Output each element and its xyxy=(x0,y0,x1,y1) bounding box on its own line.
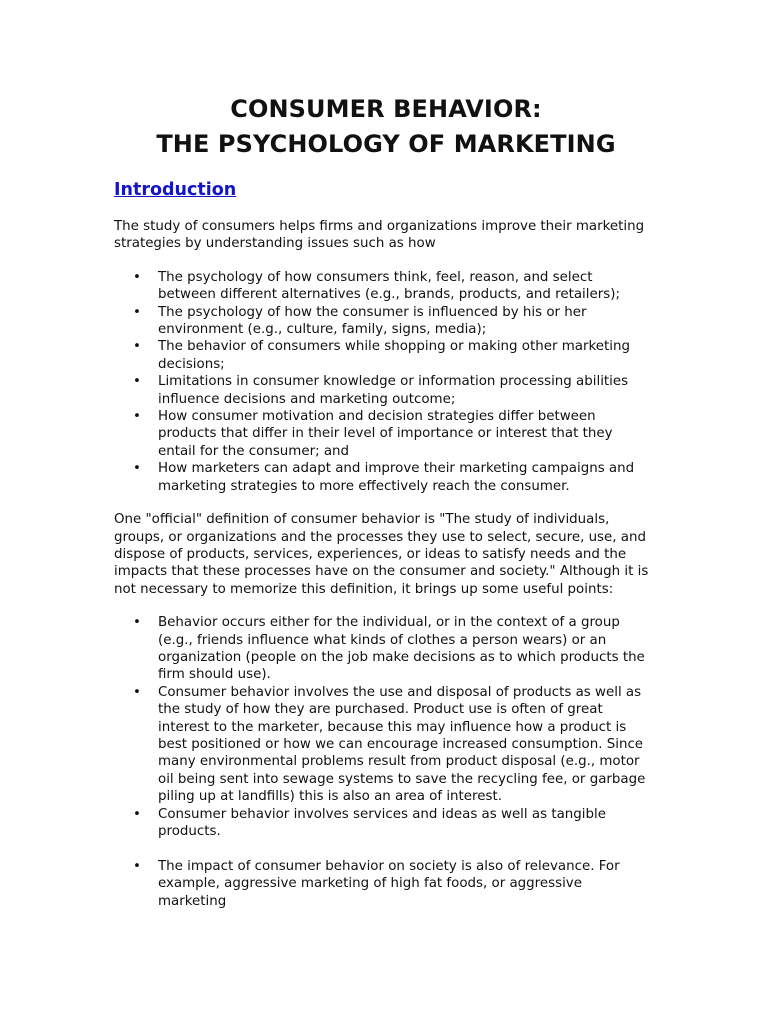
issues-list xyxy=(114,269,654,495)
list-item-text: The impact of consumer behavior on society is also of relevance. For example, aggressive marketing of high fat foods, or aggressive marketing xyxy=(158,858,620,909)
list-item xyxy=(114,684,654,806)
list-item-text: Consumer behavior involves services and ideas as well as tangible products. xyxy=(158,806,606,839)
bullet-icon: • xyxy=(133,269,141,285)
section-heading xyxy=(114,178,658,202)
list-item-text: How marketers can adapt and improve their marketing campaigns and marketing strategies to more effectively reach the consumer. xyxy=(158,461,635,494)
list-item xyxy=(114,373,654,408)
bullet-icon: • xyxy=(133,858,141,874)
list-item xyxy=(114,858,654,910)
list-item-text: Behavior occurs either for the individual, or in the context of a group (e.g., friends influence what kinds of clothes a person wears) or an organization (people on the job make decisions as to which products the firm should use). xyxy=(158,615,645,683)
list-item xyxy=(114,304,654,339)
list-item-text: The psychology of how consumers think, feel, reason, and select between different alternatives (e.g., brands, products, and retailers); xyxy=(158,269,620,303)
title-line-1: CONSUMER BEHAVIOR: xyxy=(230,95,542,123)
list-item xyxy=(114,806,654,841)
points-list xyxy=(114,614,654,910)
bullet-icon: • xyxy=(133,461,141,477)
bullet-icon: • xyxy=(133,374,141,390)
list-item-text: How consumer motivation and decision strategies differ between products that differ in their level of importance or interest that they entail for the consumer; and xyxy=(158,409,613,459)
bullet-icon: • xyxy=(133,339,141,355)
bullet-icon: • xyxy=(133,615,141,631)
bullet-icon: • xyxy=(133,684,141,700)
intro-paragraph: The study of consumers helps firms and organizations improve their marketing strategies by understanding issues such as how xyxy=(114,219,645,252)
list-item xyxy=(114,269,654,304)
list-item xyxy=(114,460,654,495)
definition-paragraph: One "official" definition of consumer behavior is "The study of individuals, groups, or organizations and the processes they use to select, secure, use, and dispose of products, services, experiences, or ideas to satisfy needs and the impacts that these processes have on the consumer and society." Although it is not necessary to memorize this definition, it brings up some useful points: xyxy=(114,512,649,597)
bullet-icon: • xyxy=(133,304,141,320)
title-line-2: THE PSYCHOLOGY OF MARKETING xyxy=(156,130,616,158)
list-item-text: Consumer behavior involves the use and disposal of products as well as the study of how they are purchased. Product use is often of great interest to the marketer, because this may influence how a product is best positioned or how we can encourage increased consumption. Since many environmental problems result from product disposal (e.g., motor oil being sent into sewage systems to save the recycling fee, or garbage piling up at landfills) this is also an area of interest. xyxy=(158,684,646,805)
bullet-icon: • xyxy=(133,806,141,822)
list-item-text: The behavior of consumers while shopping or making other marketing decisions; xyxy=(158,339,630,372)
list-item xyxy=(114,338,654,373)
list-item-text: Limitations in consumer knowledge or information processing abilities influence decisions and marketing outcome; xyxy=(158,374,629,407)
list-item-text: The psychology of how the consumer is influenced by his or her environment (e.g., culture, family, signs, media); xyxy=(158,304,587,338)
introduction-link[interactable]: Introduction xyxy=(114,180,237,200)
document-title xyxy=(114,92,658,162)
bullet-icon: • xyxy=(133,409,141,425)
list-item xyxy=(114,408,654,460)
list-item xyxy=(114,614,654,684)
